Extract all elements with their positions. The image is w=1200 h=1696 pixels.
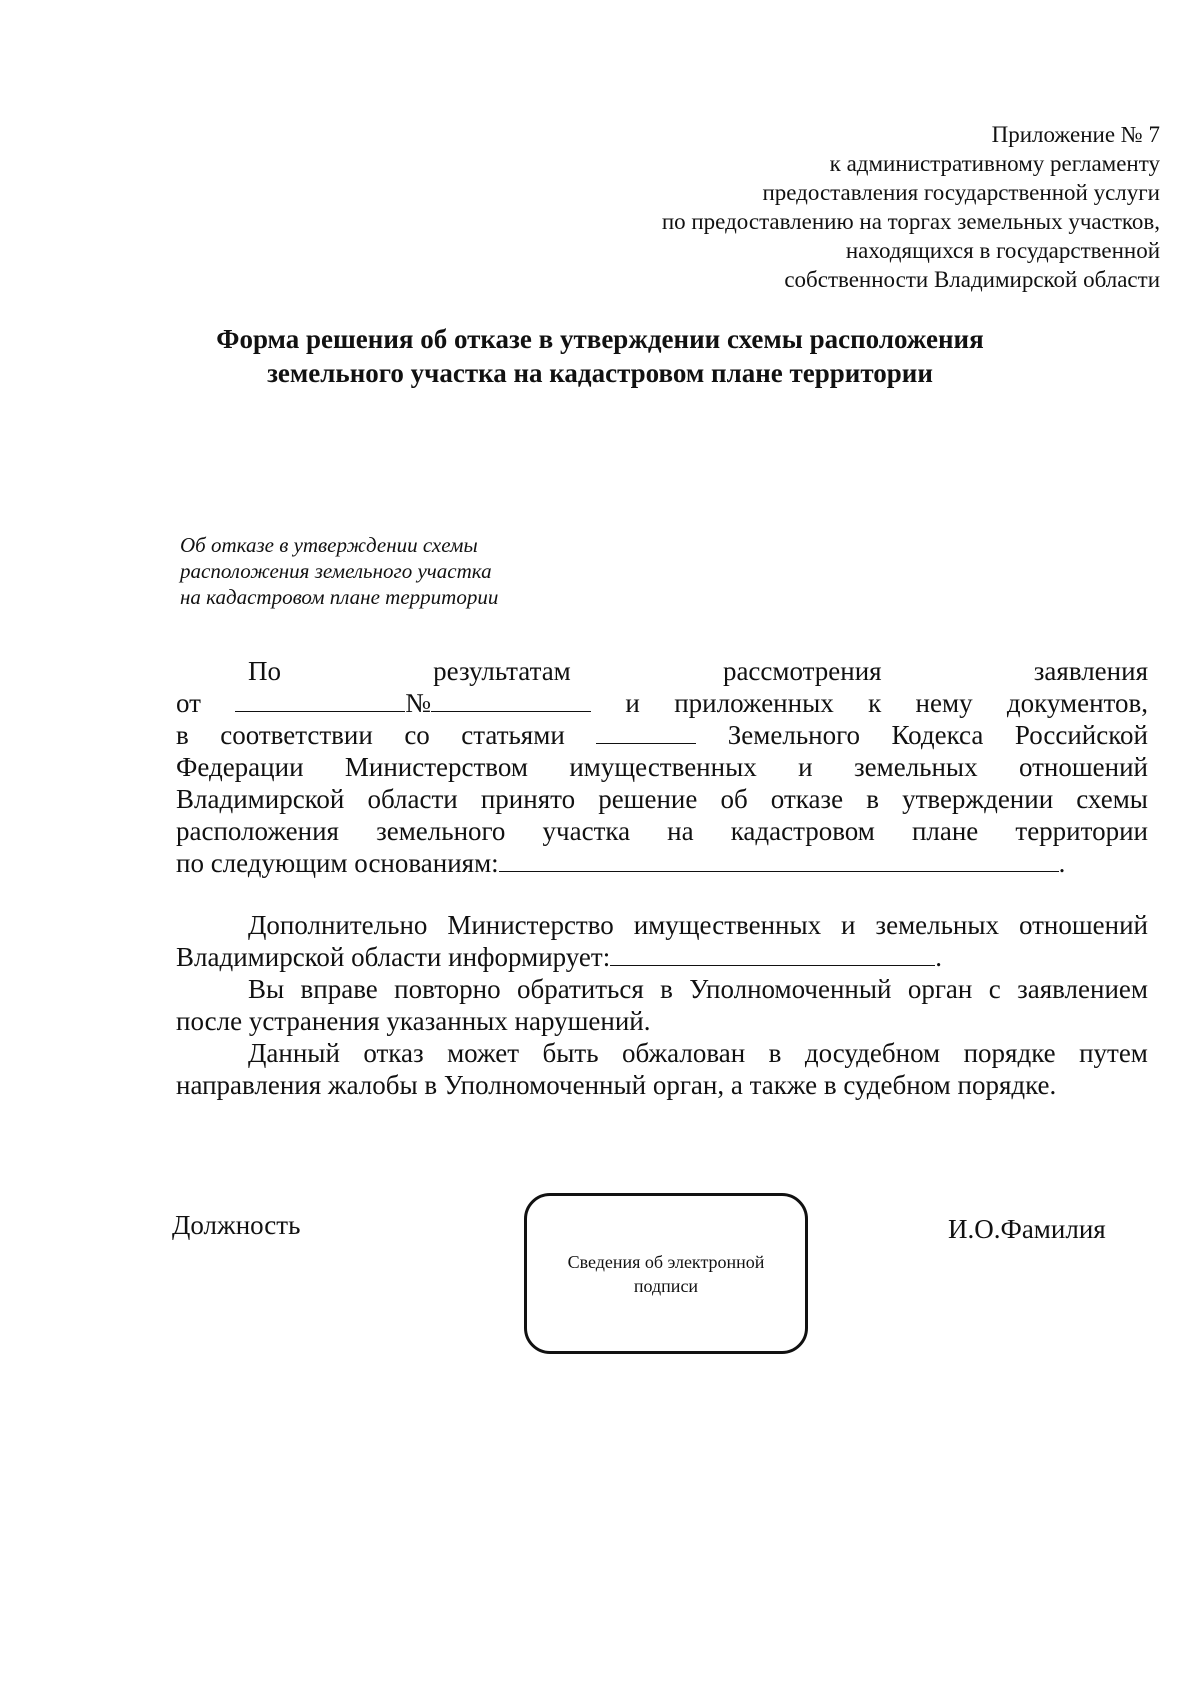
subject-block (180, 532, 580, 610)
body-line (176, 815, 1148, 847)
word: области (367, 784, 458, 814)
subject-line: расположения земельного участка (180, 559, 492, 583)
word: на (667, 816, 694, 846)
appendix-line: предоставления государственной услуги (762, 180, 1160, 205)
form-title (180, 322, 1020, 390)
word: повторно (394, 974, 501, 1004)
body-line (176, 847, 1148, 879)
form-title-line: Форма решения об отказе в утверждении схемы расположения (216, 324, 984, 354)
word: принято (480, 784, 576, 814)
word: имущественных (633, 910, 822, 940)
word: рассмотрения (722, 656, 882, 686)
signer-position: Должность (172, 1210, 301, 1240)
body-line (176, 941, 1148, 973)
body-line (176, 687, 1148, 719)
word: плане (911, 816, 979, 846)
word: к (868, 688, 882, 718)
word: с (988, 974, 1001, 1004)
word: результатам (433, 656, 571, 686)
word: кадастровом (730, 816, 875, 846)
word: и (625, 688, 640, 718)
word: обжалован (621, 1038, 746, 1068)
word: Российской (1014, 720, 1148, 750)
word: в (176, 720, 189, 750)
word: решение (598, 784, 698, 814)
word: Федерации (176, 752, 304, 782)
word: и (841, 910, 856, 940)
word: отказ (363, 1038, 424, 1068)
esign-text: Сведения об электронной подписи (567, 1251, 765, 1296)
subject-line: Об отказе в утверждении схемы (180, 533, 478, 557)
appendix-line: к административному регламенту (829, 151, 1160, 176)
word: По (248, 656, 281, 686)
body-line: направления жалобы в Уполномоченный орган, а также в судебном порядке. (176, 1070, 1057, 1100)
date-blank[interactable] (235, 687, 405, 712)
body-line: после устранения указанных нарушений. (176, 1006, 651, 1036)
word: от (176, 688, 201, 718)
word: в (768, 1038, 782, 1068)
word: земельного (376, 816, 506, 846)
word: отказе (770, 784, 844, 814)
word: орган (907, 974, 973, 1004)
word: статьями (461, 720, 565, 750)
appendix-header (540, 120, 1160, 294)
word: отношений (1018, 752, 1148, 782)
word: об (720, 784, 748, 814)
word: приложенных (674, 688, 834, 718)
word: обратиться (516, 974, 644, 1004)
period: . (935, 942, 942, 972)
word: имущественных (569, 752, 757, 782)
word: Земельного (727, 720, 860, 750)
word: в (660, 974, 673, 1004)
word: заявления (1033, 656, 1148, 686)
appendix-line: по предоставлению на торгах земельных участков, (661, 209, 1160, 234)
body-line (176, 751, 1148, 783)
word: в (866, 784, 879, 814)
word: земельных (853, 752, 978, 782)
word: Министерством (344, 752, 528, 782)
articles-blank[interactable] (596, 719, 696, 744)
info-blank[interactable] (610, 941, 935, 966)
body-line (176, 783, 1148, 815)
word: схемы (1076, 784, 1148, 814)
body-text (176, 655, 1148, 1101)
word: документов, (1006, 688, 1148, 718)
period: . (1058, 848, 1066, 878)
body-line (176, 655, 1148, 687)
word: Кодекса (891, 720, 984, 750)
body-line (176, 719, 1148, 751)
number-sign: № (405, 688, 432, 718)
word: Дополнительно (248, 910, 428, 940)
word: быть (542, 1038, 599, 1068)
word: путем (1079, 1038, 1148, 1068)
date-field[interactable] (235, 687, 591, 719)
subject-line: на кадастровом плане территории (180, 585, 499, 609)
grounds-blank[interactable] (499, 847, 1059, 872)
word: земельных (875, 910, 1000, 940)
word: соответствии (220, 720, 373, 750)
word: Вы (248, 974, 285, 1004)
word: Владимирской (176, 784, 345, 814)
word: Данный (248, 1038, 340, 1068)
appendix-line: Приложение № 7 (991, 122, 1160, 147)
word: досудебном (804, 1038, 941, 1068)
word: отношений (1018, 910, 1148, 940)
word: со (404, 720, 430, 750)
word: Уполномоченный (689, 974, 892, 1004)
appendix-line: собственности Владимирской области (784, 267, 1160, 292)
word: расположения (176, 816, 339, 846)
word: вправе (300, 974, 378, 1004)
grounds-label: по следующим основаниям: (176, 848, 499, 878)
number-blank[interactable] (431, 687, 591, 712)
word: Министерство (447, 910, 614, 940)
body-line (176, 973, 1148, 1005)
word: нему (915, 688, 973, 718)
word: и (798, 752, 813, 782)
form-title-line: земельного участка на кадастровом плане территории (267, 358, 933, 388)
word: участка (542, 816, 631, 846)
word: утверждении (902, 784, 1054, 814)
word: заявлением (1017, 974, 1148, 1004)
electronic-signature-box (524, 1193, 808, 1354)
signer-name: И.О.Фамилия (948, 1214, 1106, 1244)
word: может (447, 1038, 520, 1068)
appendix-line: находящихся в государственной (845, 238, 1160, 263)
body-line (176, 909, 1148, 941)
word: территории (1015, 816, 1148, 846)
informs-label: Владимирской области информирует: (176, 942, 611, 972)
word: порядке (963, 1038, 1056, 1068)
body-line (176, 1037, 1148, 1069)
